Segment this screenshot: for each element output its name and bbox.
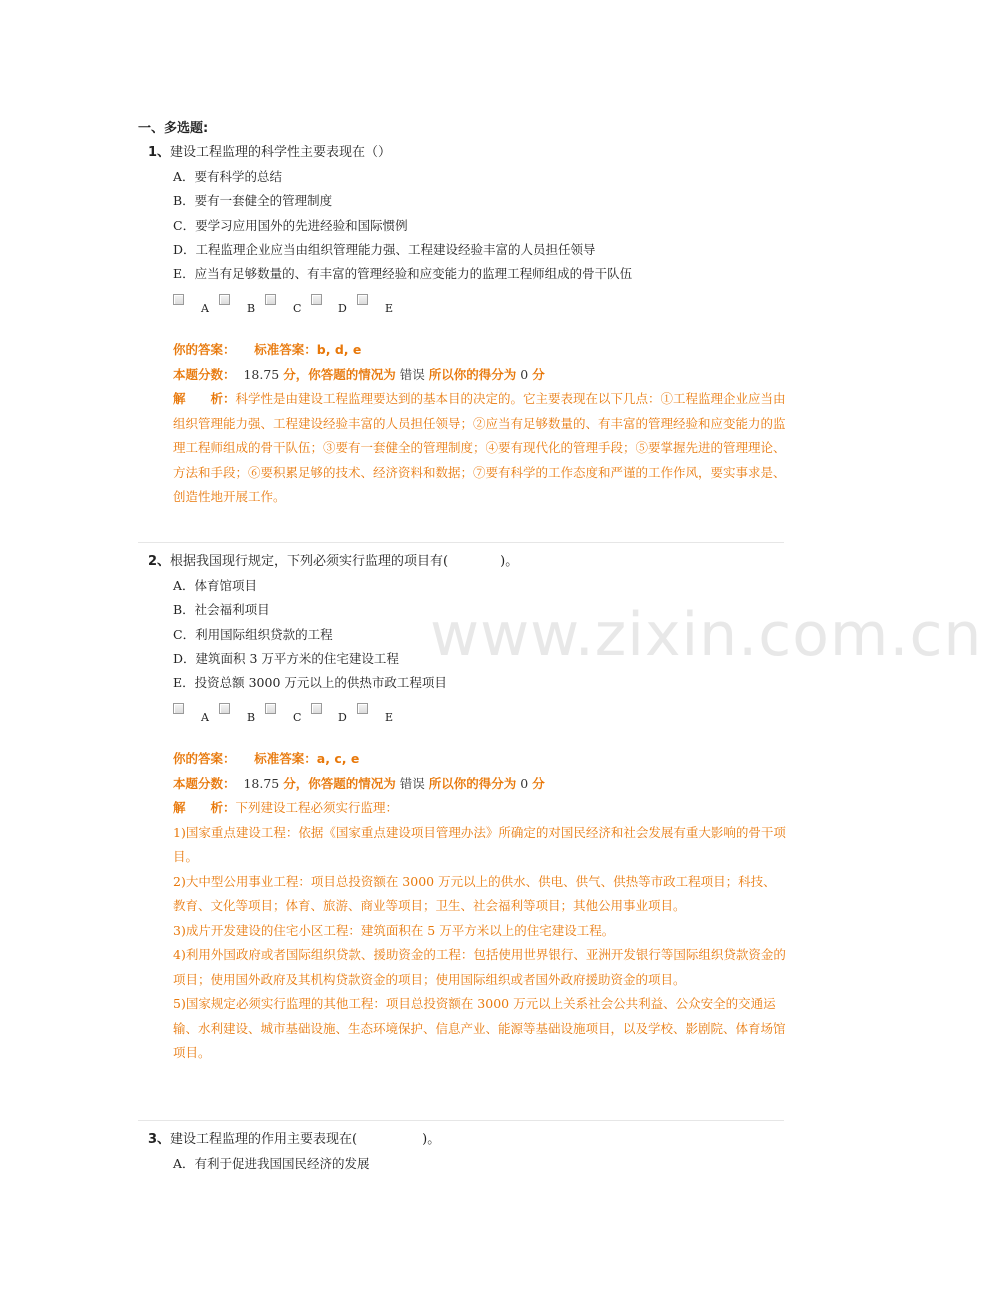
standard-answer: b, d, e [316, 342, 362, 358]
divider [138, 542, 784, 543]
option-d: D．建筑面积 3 万平方米的住宅建设工程 [173, 650, 399, 666]
option-b: B．要有一套健全的管理制度 [173, 193, 333, 209]
checkbox-c[interactable] [265, 703, 276, 714]
analysis-text: 下列建设工程必须实行监理： [235, 800, 399, 816]
checkbox-label-d: D [338, 711, 347, 725]
score-label: 本题分数： [173, 366, 236, 382]
analysis-item-3: 3)成片开发建设的住宅小区工程：建筑面积在 5 万平方米以上的住宅建设工程。 [173, 922, 615, 938]
option-c: C．利用国际组织贷款的工程 [173, 626, 333, 642]
score-line [148, 772, 788, 797]
option-d: D．工程监理企业应当由组织管理能力强、工程建设经验丰富的人员担任领导 [173, 241, 596, 257]
question-text: 根据我国现行规定，下列必须实行监理的项目有( )。 [170, 554, 519, 569]
checkbox-d[interactable] [311, 294, 322, 305]
final-score: 0 [520, 775, 529, 791]
answer-line [148, 747, 788, 772]
your-answer-label: 你的答案： [173, 342, 230, 358]
analysis-item-2: 2)大中型公用事业工程：项目总投资额在 3000 万元以上的供水、供电、供气、供热等市政工程项目；科技、教育、文化等项目；体育、旅游、商业等项目；卫生、社会福利等项目；其他公用事业项目。 [173, 873, 776, 914]
score-tail: 分，你答题的情况为 [283, 775, 396, 791]
analysis-label: 解 析： [173, 800, 236, 816]
checkbox-e[interactable] [357, 703, 368, 714]
checkbox-a[interactable] [173, 703, 184, 714]
analysis-item-5: 5)国家规定必须实行监理的其他工程：项目总投资额在 3000 万元以上关系社会公共利益、公众安全的交通运输、水利建设、城市基础设施、生态环境保护、信息产业、能源等基础设施项目，以及学校、影剧院、体育场馆项目。 [173, 996, 786, 1061]
analysis [148, 796, 788, 821]
question-3 [148, 1128, 788, 1176]
score-value: 18.75 [243, 366, 280, 382]
question-text: 建设工程监理的作用主要表现在( )。 [170, 1132, 441, 1147]
watermark: www.zixin.com.cn [430, 600, 982, 670]
question-stem [148, 550, 788, 574]
answer-line [148, 338, 788, 363]
question-stem [148, 1128, 788, 1152]
analysis-item-4: 4)利用外国政府或者国际组织贷款、援助资金的工程：包括使用世界银行、亚洲开发银行等国际组织贷款资金的项目；使用国外政府及其机构贷款资金的项目；使用国际组织或者国外政府援助资金的项目。 [173, 947, 786, 987]
checkbox-b[interactable] [219, 294, 230, 305]
checkbox-label-d: D [338, 302, 347, 316]
checkbox-b[interactable] [219, 703, 230, 714]
final-unit: 分 [532, 775, 545, 791]
divider [138, 1120, 784, 1121]
score-tail: 分，你答题的情况为 [283, 366, 396, 382]
option-a: A．有利于促进我国国民经济的发展 [173, 1156, 370, 1171]
question-2 [148, 550, 788, 1066]
option-b: B．社会福利项目 [173, 602, 270, 618]
standard-answer-label: 标准答案： [254, 342, 317, 358]
result: 错误 [399, 366, 425, 382]
question-1 [148, 141, 788, 510]
final-unit: 分 [532, 366, 545, 382]
option-e: E．投资总额 3000 万元以上的供热市政工程项目 [173, 675, 447, 691]
final-label: 所以你的得分为 [428, 775, 517, 791]
question-number: 1、 [148, 145, 171, 160]
analysis-text: 科学性是由建设工程监理要达到的基本目的决定的。它主要表现在以下几点：①工程监理企业应当由组织管理能力强、工程建设经验丰富的人员担任领导；②应当有足够数量的、有丰富的管理经验和应变能力的监理工程师组成的骨干队伍；③要有一套健全的管理制度；④要有现代化的管理手段；⑤要掌握先进的管理理论、方法和手段；⑥要积累足够的技术、经济资料和数据；⑦要有科学的工作态度和严谨的工作作风，要实事求是、创造性地开展工作。 [173, 391, 786, 505]
score-label: 本题分数： [173, 775, 236, 791]
final-score: 0 [520, 366, 529, 382]
option-a: A．要有科学的总结 [173, 169, 283, 184]
answer-checkboxes [173, 701, 788, 735]
checkbox-label-a: A [201, 302, 209, 316]
analysis-item-1: 1)国家重点建设工程：依据《国家重点建设项目管理办法》所确定的对国民经济和社会发展有重大影响的骨干项目。 [173, 824, 786, 865]
analysis-label: 解 析： [173, 391, 236, 407]
section-title: 一、多选题: [138, 121, 209, 136]
checkbox-label-a: A [201, 711, 209, 725]
checkbox-label-c: C [293, 711, 302, 725]
option-a: A．体育馆项目 [173, 578, 258, 593]
analysis [148, 387, 788, 510]
option-c: C．要学习应用国外的先进经验和国际惯例 [173, 217, 408, 233]
question-text: 建设工程监理的科学性主要表现在（） [170, 145, 392, 160]
result: 错误 [399, 775, 425, 791]
question-number: 2、 [148, 554, 171, 569]
standard-answer-label: 标准答案： [254, 751, 317, 767]
final-label: 所以你的得分为 [428, 366, 517, 382]
option-e: E．应当有足够数量的、有丰富的管理经验和应变能力的监理工程师组成的骨干队伍 [173, 266, 633, 282]
checkbox-label-b: B [247, 711, 256, 725]
score-line [148, 363, 788, 388]
checkbox-d[interactable] [311, 703, 322, 714]
answer-checkboxes [173, 292, 788, 326]
checkbox-label-e: E [385, 711, 394, 725]
checkbox-c[interactable] [265, 294, 276, 305]
checkbox-e[interactable] [357, 294, 368, 305]
checkbox-label-b: B [247, 302, 256, 316]
your-answer-label: 你的答案： [173, 751, 230, 767]
checkbox-label-c: C [293, 302, 302, 316]
standard-answer: a, c, e [316, 751, 360, 767]
checkbox-a[interactable] [173, 294, 184, 305]
checkbox-label-e: E [385, 302, 394, 316]
score-value: 18.75 [243, 775, 280, 791]
question-stem [148, 141, 788, 165]
question-number: 3、 [148, 1132, 171, 1147]
